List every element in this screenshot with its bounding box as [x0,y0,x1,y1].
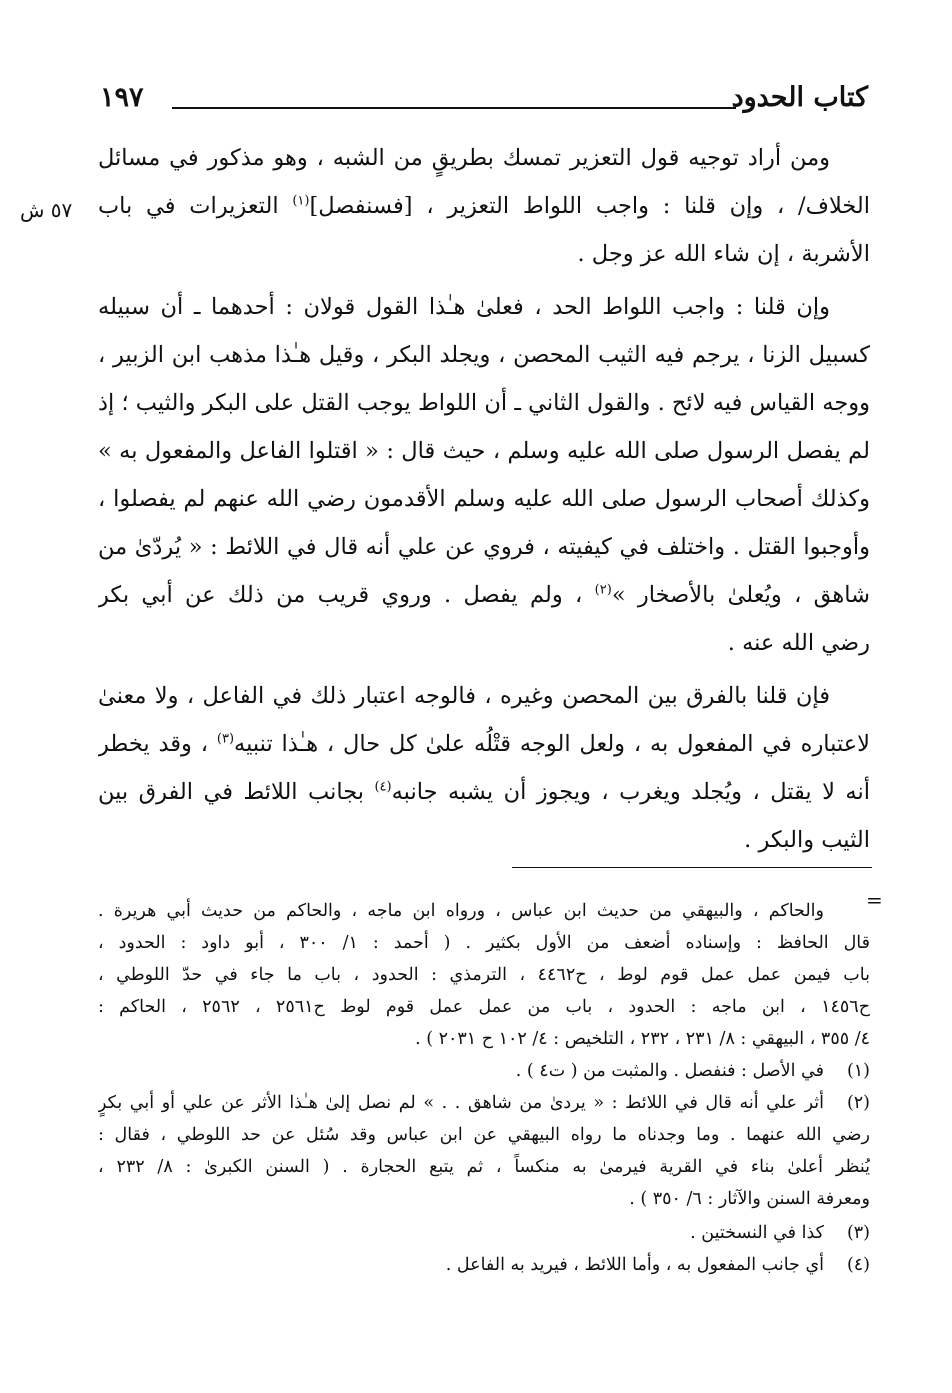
running-title: كتاب الحدود [731,82,868,113]
body-line: كسبيل الزنا ، يرجم فيه الثيب المحصن ، ويجلد البكر ، وقيل هـٰذا مذهب ابن الزبير ، [98,342,870,368]
body-line: الأشربة ، إن شاء الله عز وجل . [577,241,870,267]
body-line: وإن قلنا : واجب اللواط الحد ، فعلىٰ هـٰذا القول قولان : أحدهما ـ أن سبيله [98,294,830,320]
body-line: لم يفصل الرسول صلى الله عليه وسلم ، حيث قال : « اقتلوا الفاعل والمفعول به » [98,438,870,464]
footnote-separator [512,867,872,868]
footnote-ref: (٣) [216,731,235,747]
footnote-number: (٢) [846,1093,870,1113]
footnote-number: (٤) [846,1255,870,1275]
header-rule [172,107,736,109]
footnote-number: (١) [846,1061,870,1081]
footnote-ref: (١) [292,193,310,209]
footnote-line: قال الحافظ : وإسناده أضعف من الأول بكثير . ( أحمد : ١/ ٣٠٠ ، أبو داود : الحدود ، [98,933,870,953]
page-number: ١٩٧ [100,82,144,113]
footnote-line: كذا في النسختين . [690,1223,824,1243]
footnote-ref: (٢) [594,582,612,598]
footnote-ref: (٤) [374,779,392,795]
footnote-line: في الأصل : فنفصل . والمثبت من ( ت٤ ) . [515,1061,824,1081]
body-line: وأوجبوا القتل . واختلف في كيفيته ، فروي عن علي أنه قال في اللائط : « يُردّىٰ من [98,534,870,560]
footnote-line: ٤/ ٣٥٥ ، البيهقي : ٨/ ٢٣١ ، ٢٣٢ ، التلخيص : ٤/ ١٠٢ ح ٢٠٣١ ) . [415,1029,870,1049]
body-line: الثيب والبكر . [744,827,870,853]
body-line: ووجه القياس فيه لائح . والقول الثاني ـ أن اللواط يوجب القتل على البكر والثيب ؛ إذ [98,390,870,416]
footnote-line: رضي الله عنهما . وما وجدناه ما رواه البيهقي عن ابن عباس وقد سُئل عن حد اللوطي ، فقال : [98,1125,870,1145]
footnote-line: ومعرفة السنن والآثار : ٦/ ٣٥٠ ) . [629,1189,870,1209]
continued-note-mark: = [866,888,883,912]
body-line: لاعتباره في المفعول به ، ولعل الوجه قتْلُه علىٰ كل حال ، هـٰذا تنبيه$^{(٣)}$ ، وقد يخطر [98,731,870,757]
body-line: الخلاف/ ، وإن قلنا : واجب اللواط التعزير ، [فسنفصل]$^{(١)}$ التعزيرات في باب [98,193,870,219]
body-line: أنه لا يقتل ، ويُجلد ويغرب ، ويجوز أن يشبه جانبه$^{(٤)}$ بجانب اللائط في الفرق بين [98,779,870,805]
manuscript-folio-note: ٥٧ ش [20,198,73,222]
body-line: فإن قلنا بالفرق بين المحصن وغيره ، فالوجه اعتبار ذلك في الفاعل ، ولا معنىٰ [98,683,830,709]
body-line: شاهق ، ويُعلىٰ بالأصخار »$^{(٢)}$ ، ولم يفصل . وروي قريب من ذلك عن أبي بكر [98,582,870,608]
footnote-line: ح١٤٥٦ ، ابن ماجه : الحدود ، باب من عمل عمل قوم لوط ح٢٥٦١ ، ٢٥٦٢ ، الحاكم : [98,997,870,1017]
footnote-line: والحاكم ، والبيهقي من حديث ابن عباس ، ورواه ابن ماجه ، والحاكم من حديث أبي هريرة . [98,901,824,921]
footnote-line: يُنظر أعلىٰ بناء في القرية فيرمىٰ به منكساً ، ثم يتبع الحجارة . ( السنن الكبرىٰ : ٨/ ٢٣٢ ، [98,1157,870,1177]
footnote-number: (٣) [846,1223,870,1243]
footnote-line: أثر علي أنه قال في اللائط : « يردىٰ من شاهق . . » لم نصل إلىٰ هـٰذا الأثر عن علي أو أبي بكرٍ [98,1093,824,1113]
body-line: رضي الله عنه . [727,630,870,656]
footnote-line: باب فيمن عمل عمل قوم لوط ، ح٤٤٦٢ ، الترمذي : الحدود ، باب ما جاء في حدّ اللوطي ، [98,965,870,985]
footnote-line: أي جانب المفعول به ، وأما اللائط ، فيريد به الفاعل . [445,1255,824,1275]
body-line: وكذلك أصحاب الرسول صلى الله عليه وسلم الأقدمون رضي الله عنهم لم يفصلوا ، [98,486,870,512]
body-line: ومن أراد توجيه قول التعزير تمسك بطريقٍ من الشبه ، وهو مذكور في مسائل [98,145,830,171]
